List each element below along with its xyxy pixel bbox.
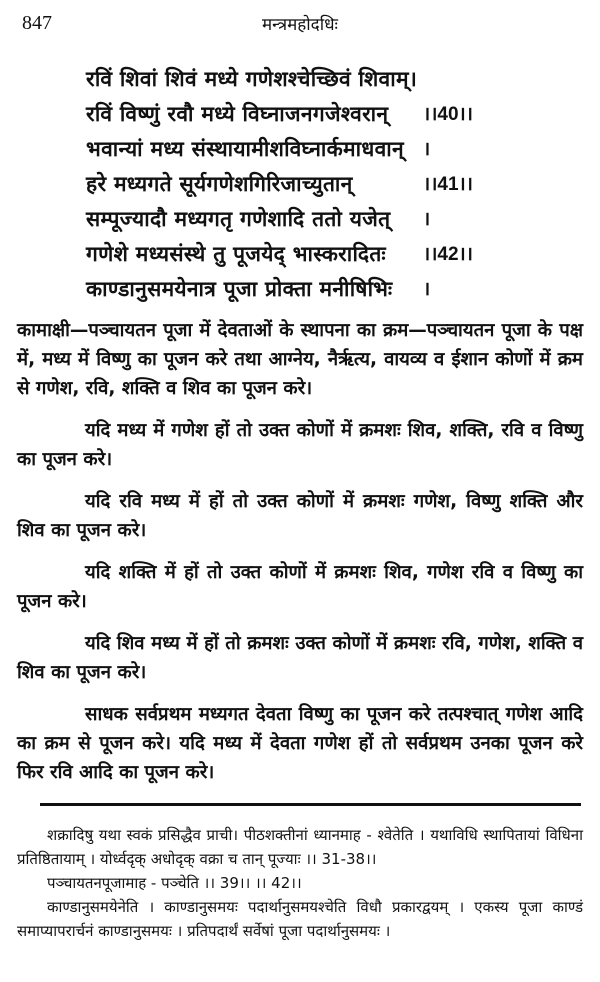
footnote-paragraph: शक्रादिषु यथा स्वकं प्रसिद्धैव प्राची। पीठशक्तीनां ध्यानमाह - श्वेतेति । यथाविधि स्थापितायां विधिना प्रतिष्ठितायाम् । योर्ध्वदृक् अधोदृक् वक्रा च तान् पूज्याः ।। 31-38।। bbox=[17, 826, 583, 868]
verse-block bbox=[86, 62, 586, 307]
verse-line bbox=[86, 202, 586, 237]
verse-text: रविं विष्णुं रवौ मध्ये विघ्नाजनगजेश्वरान् bbox=[86, 102, 389, 126]
verse-number: । bbox=[423, 139, 431, 160]
verse-line bbox=[86, 97, 586, 132]
commentary bbox=[17, 316, 583, 800]
verse-line bbox=[86, 132, 586, 167]
verse-text: गणेशे मध्यसंस्थे तु पूजयेद् भास्करादितः bbox=[86, 242, 386, 266]
verse-text: भवान्यां मध्य संस्थायामीशविघ्नार्कमाधवान् bbox=[86, 137, 404, 161]
verse-text: हरे मध्यगते सूर्यगणेशगिरिजाच्युतान् bbox=[86, 172, 353, 196]
verse-number: । bbox=[423, 209, 431, 230]
verse-text: रविं शिवां शिवं मध्ये गणेशश्चेच्छिवं शिवाम्। bbox=[86, 67, 418, 91]
verse-line bbox=[86, 272, 586, 307]
footnote-paragraph: पञ्चायतनपूजामाह - पञ्चेति ।। 39।। ।। 42।। bbox=[47, 874, 302, 892]
running-title: मन्त्रमहोदधिः bbox=[262, 15, 338, 35]
verse-number: । bbox=[423, 279, 431, 300]
page-number: 847 bbox=[22, 12, 52, 34]
verse-text: काण्डानुसमयेनात्र पूजा प्रोक्ता मनीषिभिः bbox=[86, 277, 393, 301]
commentary-heading: कामाक्षी—पञ्चायतन पूजा में देवताओं के स्थापना का क्रम— bbox=[17, 320, 427, 341]
commentary-paragraph: यदि मध्य में गणेश हों तो उक्त कोणों में क्रमशः शिव, शक्ति, रवि व विष्णु का पूजन करे। bbox=[17, 420, 583, 470]
commentary-paragraph: यदि शक्ति में हों तो उक्त कोणों में क्रमशः शिव, गणेश रवि व विष्णु का पूजन करे। bbox=[17, 562, 583, 612]
verse-line bbox=[86, 237, 586, 272]
commentary-text: पञ्चायतन पूजा के पक्ष में, मध्य में विष्णु का पूजन करे तथा आग्नेय, नैर्ऋत्य, वायव्य व ईशान कोणों में क्रम से गणेश, रवि, शक्ति व शिव का पूजन करे। bbox=[17, 320, 583, 399]
verse-line bbox=[86, 167, 586, 202]
commentary-paragraph bbox=[17, 316, 583, 403]
footnote-divider bbox=[40, 803, 581, 806]
verse-text: सम्पूज्यादौ मध्यगतृ गणेशादि ततो यजेत् bbox=[86, 207, 391, 231]
commentary-paragraph: साधक सर्वप्रथम मध्यगत देवता विष्णु का पूजन करे तत्पश्चात् गणेश आदि का क्रम से पूजन करे। यदि मध्य में देवता गणेश हों तो सर्वप्रथम उनका पूजन करे फिर रवि आदि का पूजन करे। bbox=[17, 704, 583, 783]
verse-number: ।।41।। bbox=[423, 174, 473, 195]
verse-line bbox=[86, 62, 586, 97]
commentary-paragraph: यदि शिव मध्य में हों तो क्रमशः उक्त कोणों में क्रमशः रवि, गणेश, शक्ति व शिव का पूजन करे। bbox=[17, 633, 583, 683]
footnotes bbox=[17, 823, 583, 943]
verse-number: ।।40।। bbox=[423, 104, 473, 125]
commentary-paragraph: यदि रवि मध्य में हों तो उक्त कोणों में क्रमशः गणेश, विष्णु शक्ति और शिव का पूजन करे। bbox=[17, 491, 583, 541]
verse-number: ।।42।। bbox=[423, 244, 473, 265]
footnote-paragraph: काण्डानुसमयेनेति । काण्डानुसमयः पदार्थानुसमयश्चेति विधौ प्रकारद्वयम् । एकस्य पूजा काण्डं समाप्यापरार्चनं काण्डानुसमयः । प्रतिपदार्थं सर्वेषां पूजा पदार्थानुसमयः । bbox=[17, 898, 583, 940]
